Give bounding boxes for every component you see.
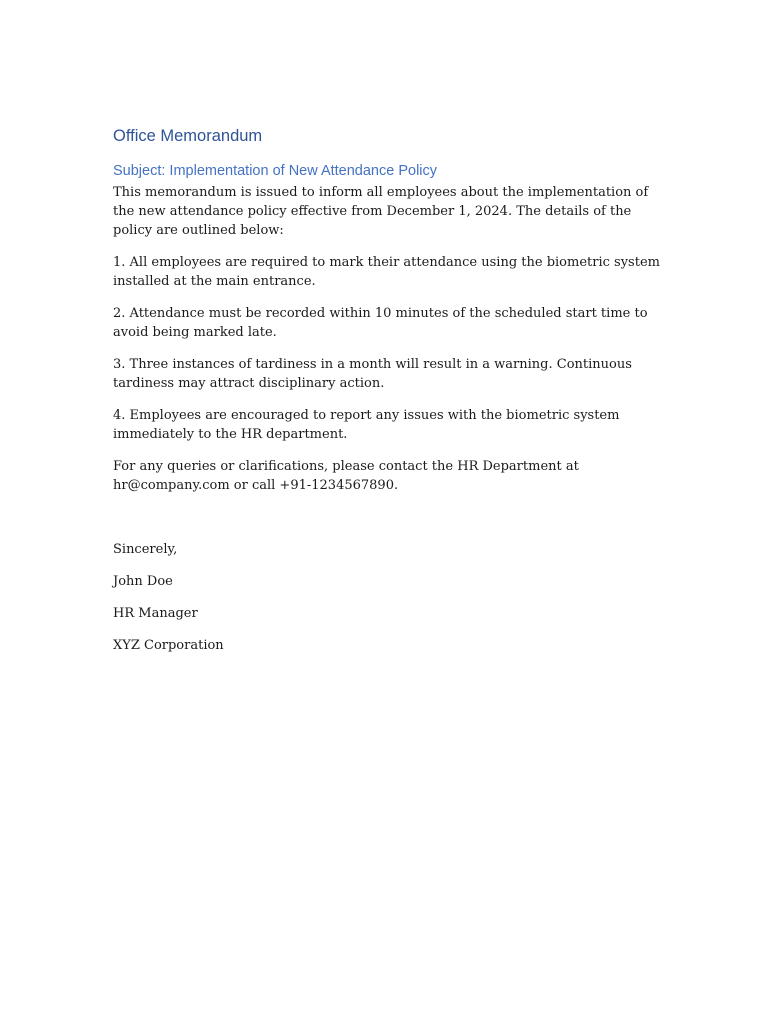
signoff-closing: Sincerely, (113, 542, 178, 557)
policy-point-1: 1. All employees are required to mark their attendance using the biometric system installed at the main entrance. (113, 255, 660, 289)
memo-contact: For any queries or clarifications, please contact the HR Department at hr@company.com or call +91-1234567890. (113, 459, 579, 493)
signoff-name: John Doe (113, 574, 173, 589)
signoff-role: HR Manager (113, 606, 198, 621)
memo-subject: Subject: Implementation of New Attendance Policy (113, 163, 438, 179)
policy-point-2: 2. Attendance must be recorded within 10 minutes of the scheduled start time to avoid being marked late. (113, 306, 648, 340)
memo-body (113, 126, 661, 668)
memo-title: Office Memorandum (113, 127, 263, 145)
policy-point-4: 4. Employees are encouraged to report any issues with the biometric system immediately to the HR department. (113, 408, 620, 442)
policy-point-3: 3. Three instances of tardiness in a month will result in a warning. Continuous tardiness may attract disciplinary action. (113, 357, 632, 391)
signoff-company: XYZ Corporation (113, 638, 224, 653)
signature-spacer (113, 508, 661, 540)
memo-intro: This memorandum is issued to inform all employees about the implementation of the new attendance policy effective from December 1, 2024. The details of the policy are outlined below: (113, 185, 649, 238)
